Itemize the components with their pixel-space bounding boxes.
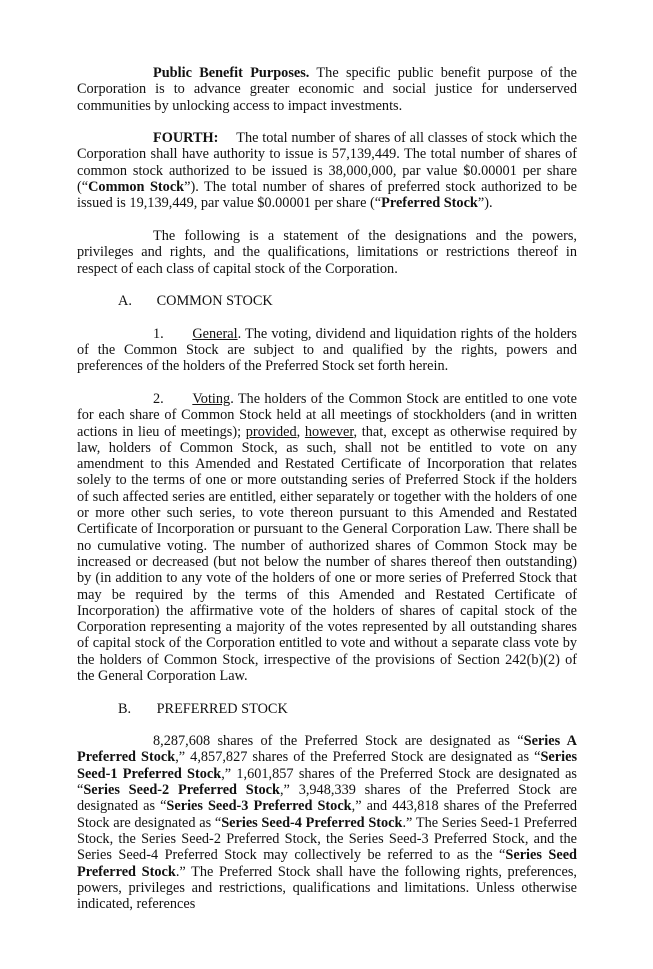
text-segment: ,” 3,948,339 shares of the Preferred Stock are designated as “	[77, 782, 577, 815]
defined-term: Series Seed-1 Preferred Stock	[77, 749, 578, 782]
defined-term: FOURTH:	[153, 130, 219, 147]
defined-term: Common Stock	[88, 179, 185, 196]
text-segment: 2.	[153, 390, 193, 407]
paragraph-public-benefit	[77, 65, 577, 114]
defined-term: Preferred Stock	[381, 195, 478, 212]
defined-term: Series Seed-2 Preferred Stock	[83, 782, 280, 799]
paragraph-statement	[77, 228, 577, 277]
defined-term: Public Benefit Purposes.	[153, 65, 310, 81]
heading-title: COMMON STOCK	[156, 293, 273, 310]
defined-term: Series A Preferred Stock	[77, 733, 577, 766]
underlined-term: provided	[245, 423, 297, 440]
text-segment: The total number of shares of all classes of stock which the Corporation shall have authority to issue is 57,139,449. The total number of shares of common stock authorized to be issued is 38,000,000, par value $0.00001 per share (“	[77, 130, 577, 196]
paragraph-general	[77, 326, 577, 375]
text-segment: ,” 4,857,827 shares of the Preferred Stock are designated as “	[175, 749, 541, 766]
text-segment: .” The Preferred Stock shall have the following rights, preferences, powers, privileges and restrictions, qualifications and limitations. Unless otherwise indicated, references	[77, 863, 578, 913]
paragraph-preferred-designations	[77, 733, 577, 912]
text-segment: ”).	[477, 195, 493, 212]
text-segment: ”). The total number of shares of preferred stock authorized to be issued is 19,139,449, par value $0.00001 per share (“	[77, 179, 577, 212]
text-segment: ,	[296, 423, 305, 440]
text-segment: 1.	[153, 325, 193, 342]
defined-term: Series Seed Preferred Stock	[77, 847, 577, 880]
paragraph-voting	[77, 391, 577, 684]
defined-term: Series Seed-4 Preferred Stock	[221, 814, 403, 831]
underlined-term: General	[192, 325, 238, 342]
text-segment: 8,287,608 shares of the Preferred Stock are designated as “	[153, 733, 524, 750]
heading-title: PREFERRED STOCK	[156, 700, 288, 717]
heading-preferred-stock	[118, 701, 577, 717]
text-segment: .” The Series Seed-1 Preferred Stock, the Series Seed-2 Preferred Stock, the Series Seed-3 Preferred Stock, and the Series Seed-4 Preferred Stock may collectively be referred to as the “	[77, 814, 577, 864]
text-segment: The following is a statement of the designations and the powers, privileges and rights, and the qualifications, limitations or restrictions thereof in respect of each class of capital stock of the Corporation.	[77, 227, 577, 277]
text-segment: . The voting, dividend and liquidation rights of the holders of the Common Stock are subject to and qualified by the rights, powers and preferences of the holders of the Preferred Stock set forth herein.	[77, 325, 577, 375]
text-segment: . The holders of the Common Stock are entitled to one vote for each share of Common Stock held at all meetings of stockholders (and in written actions in lieu of meetings);	[77, 390, 577, 440]
underlined-term: however	[304, 423, 354, 440]
heading-label: A.	[118, 293, 132, 310]
text-segment: , that, except as otherwise required by law, holders of Common Stock, as such, shall not be entitled to vote on any amendment to this Amended and Restated Certificate of Incorporation that relates solely to the terms of one or more outstanding series of Preferred Stock if the holders of such affected series are entitled, either separately or together with the holders of one or more other such series, to vote thereon pursuant to this Amended and Restated Certificate of Incorporation or pursuant to the General Corporation Law. There shall be no cumulative voting. The number of authorized shares of Common Stock may be increased or decreased (but not below the number of shares thereof then outstanding) by (in addition to any vote of the holders of one or more series of Preferred Stock that may be required by the terms of this Amended and Restated Certificate of Incorporation) the affirmative vote of the holders of shares of capital stock of the Corporation representing a majority of the votes represented by all outstanding shares of capital stock of the Corporation entitled to vote and without a separate class vote by the holders of Common Stock, irrespective of the provisions of Section 242(b)(2) of the General Corporation Law.	[77, 423, 577, 684]
heading-common-stock	[118, 293, 577, 309]
underlined-term: Voting	[192, 390, 231, 407]
paragraph-fourth	[77, 130, 577, 211]
heading-label: B.	[118, 700, 132, 717]
text-segment: ,” and 443,818 shares of the Preferred Stock are designated as “	[77, 798, 577, 831]
defined-term: Series Seed-3 Preferred Stock	[166, 798, 352, 815]
text-segment: ,” 1,601,857 shares of the Preferred Stock are designated as “	[77, 765, 577, 799]
text-segment: The specific public benefit purpose of the Corporation is to advance greater economic and social justice for underserved communities by unlocking access to impact investments.	[77, 65, 577, 114]
